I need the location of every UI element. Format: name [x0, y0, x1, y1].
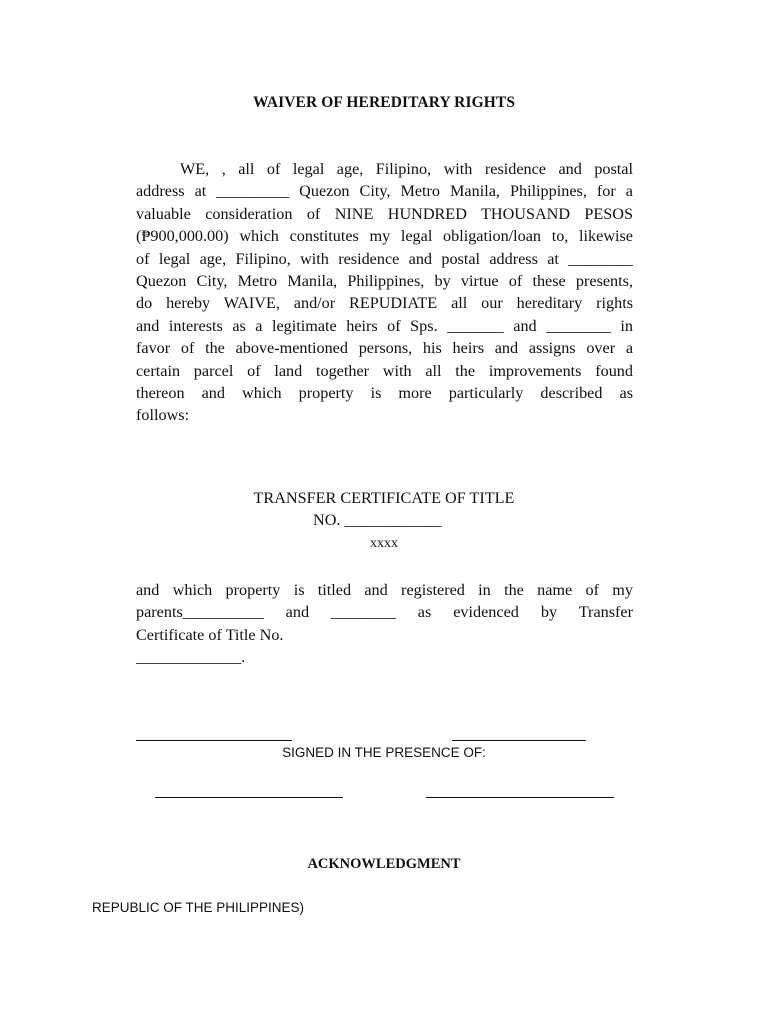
waiver-paragraph — [136, 158, 633, 427]
paragraph-line: _____________. — [136, 648, 246, 667]
signature-line-right — [452, 740, 586, 741]
paragraph-line: parents__________ and ________ as evidenced by Transfer — [136, 603, 633, 622]
witness-line-right — [426, 797, 614, 798]
tct-value: xxxx — [370, 536, 398, 551]
paragraph-line: follows: — [136, 406, 190, 425]
paragraph-line: do hereby WAIVE, and/or REPUDIATE all our hereditary rights — [136, 294, 633, 313]
venue-republic: REPUBLIC OF THE PHILIPPINES) — [92, 900, 305, 915]
paragraph-line: and interests as a legitimate heirs of Sps. _______ and ________ in — [136, 316, 633, 335]
paragraph-line: Certificate of Title No. — [136, 625, 284, 644]
signed-presence-label: SIGNED IN THE PRESENCE OF: — [282, 745, 486, 760]
paragraph-line: address at _________ Quezon City, Metro Manila, Philippines, for a — [136, 182, 633, 201]
paragraph-line: valuable consideration of NINE HUNDRED THOUSAND PESOS — [136, 204, 633, 223]
acknowledgment-heading: ACKNOWLEDGMENT — [307, 856, 461, 872]
paragraph-line: thereon and which property is more particularly described as — [136, 383, 633, 402]
paragraph-line: certain parcel of land together with all the improvements found — [136, 361, 633, 380]
paragraph-line: of legal age, Filipino, with residence and postal address at ________ — [136, 249, 633, 268]
title-paragraph — [136, 579, 633, 669]
tct-number: NO. ____________ — [313, 511, 442, 529]
document-title: WAIVER OF HEREDITARY RIGHTS — [252, 94, 516, 111]
paragraph-line: (₱900,000.00) which constitutes my legal obligation/loan to, likewise — [136, 227, 633, 246]
witness-line-left — [155, 797, 343, 798]
tct-heading: TRANSFER CERTIFICATE OF TITLE — [253, 489, 515, 507]
paragraph-line: favor of the above-mentioned persons, his heirs and assigns over a — [136, 339, 633, 358]
paragraph-line: Quezon City, Metro Manila, Philippines, by virtue of these presents, — [136, 271, 633, 290]
signature-line-left — [136, 740, 292, 741]
paragraph-line: and which property is titled and registered in the name of my — [136, 581, 633, 599]
paragraph-line: WE, , all of legal age, Filipino, with residence and postal — [180, 160, 633, 178]
